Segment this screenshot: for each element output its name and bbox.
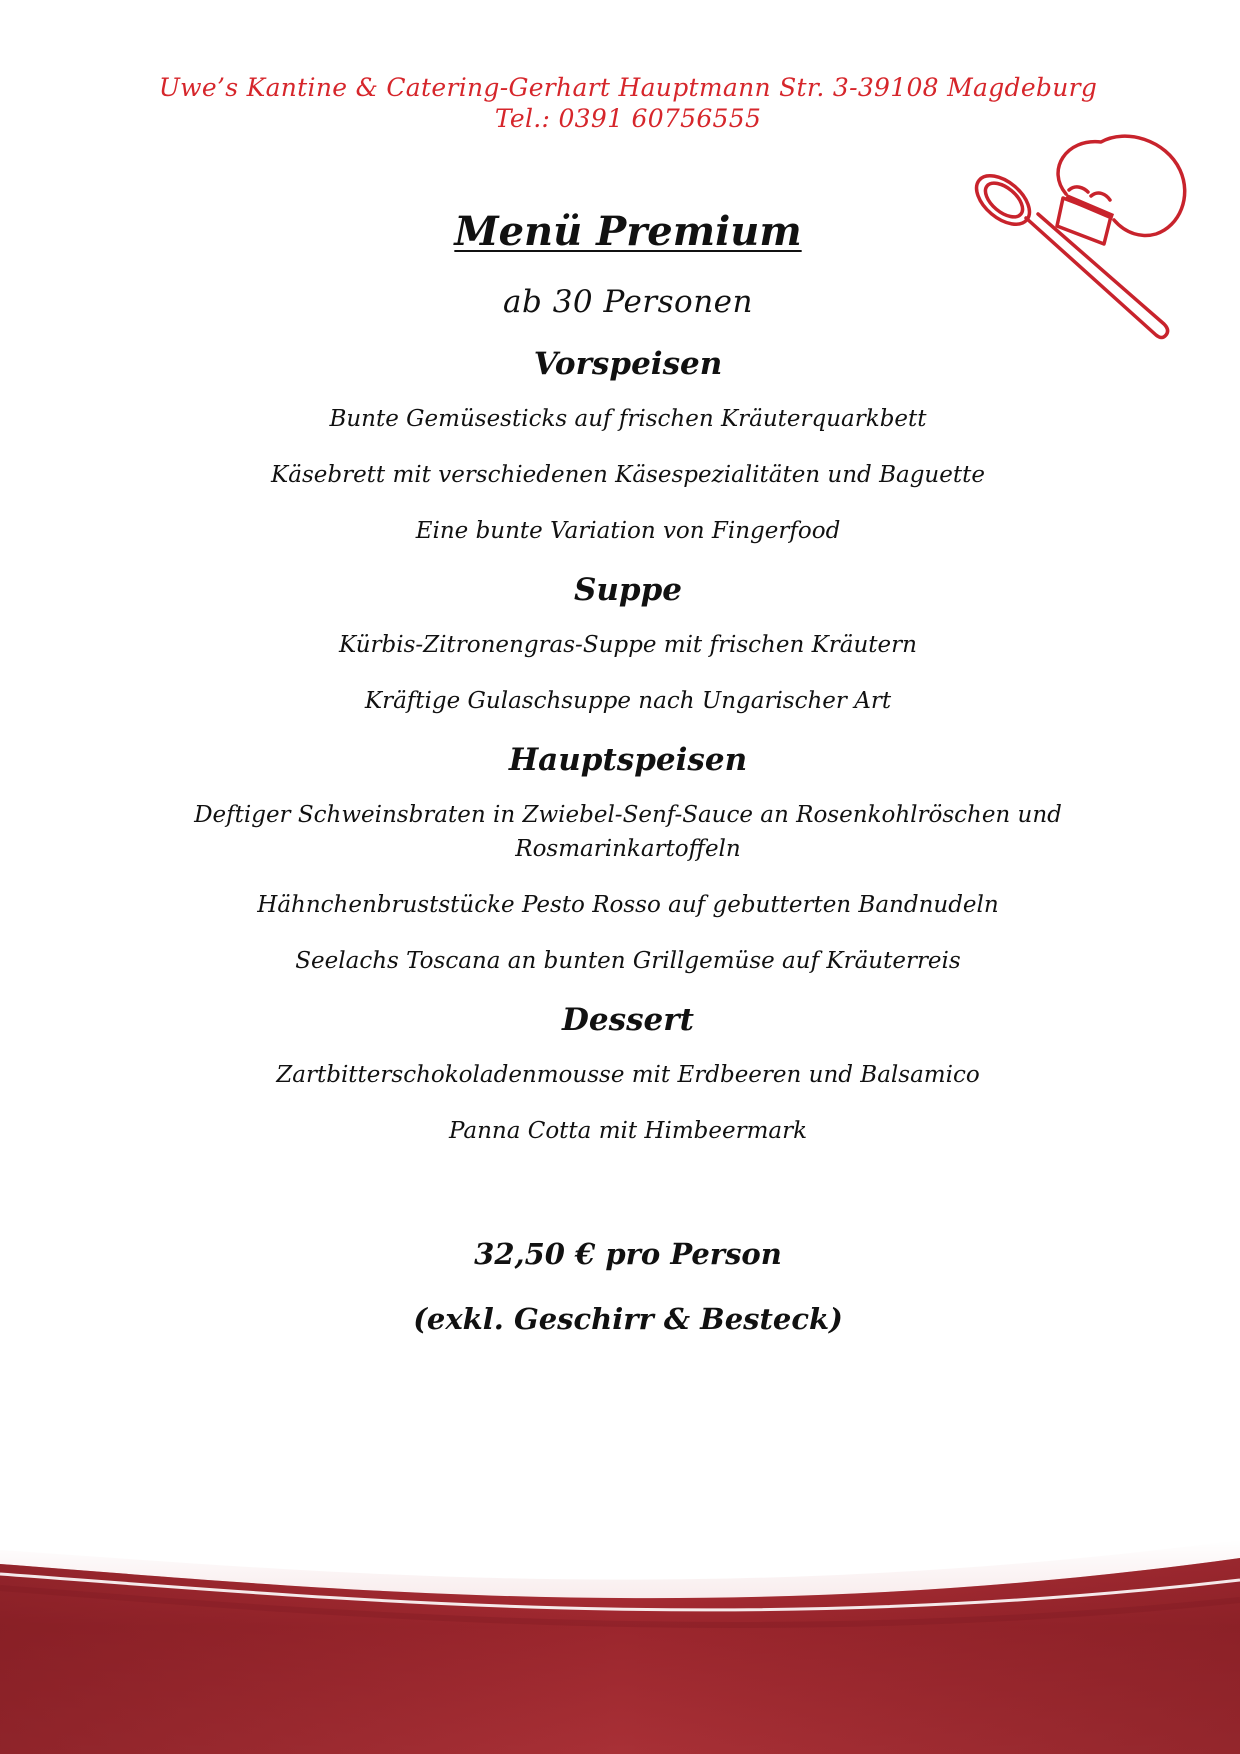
- menu-title: Menü Premium: [454, 208, 802, 255]
- section-title-hauptspeisen: Hauptspeisen: [508, 742, 748, 778]
- menu-item: Kräftige Gulaschsuppe nach Ungarischer Art: [364, 688, 892, 714]
- menu-item: Zartbitterschokoladenmousse mit Erdbeeren und Balsamico: [276, 1062, 980, 1088]
- menu-item: Seelachs Toscana an bunten Grillgemüse auf Kräuterreis: [295, 948, 961, 974]
- menu-item: Eine bunte Variation von Fingerfood: [415, 518, 841, 544]
- address-line: Uwe’s Kantine & Catering-Gerhart Hauptmann Str. 3-39108 Magdeburg: [158, 73, 1098, 102]
- menu-item: Käsebrett mit verschiedenen Käsespezialitäten und Baguette: [271, 462, 985, 488]
- menu-subtitle: ab 30 Personen: [503, 284, 753, 320]
- phone-line: Tel.: 0391 60756555: [494, 104, 762, 133]
- price-note: (exkl. Geschirr & Besteck): [413, 1302, 843, 1336]
- menu-item: Panna Cotta mit Himbeermark: [448, 1118, 808, 1144]
- menu-item: Deftiger Schweinsbraten in Zwiebel-Senf-Sauce an Rosenkohlröschen und Rosmarinkartoffeln: [194, 802, 1062, 862]
- section-title-suppe: Suppe: [573, 572, 682, 608]
- menu-item: Bunte Gemüsesticks auf frischen Kräuterquarkbett: [329, 406, 927, 432]
- contact-header: [0, 72, 1240, 134]
- price: 32,50 € pro Person: [474, 1237, 782, 1271]
- footer-wave-decoration: [0, 1530, 1240, 1754]
- section-title-vorspeisen: Vorspeisen: [533, 346, 723, 382]
- menu-item: Kürbis-Zitronengras-Suppe mit frischen Kräutern: [339, 632, 917, 658]
- menu-item: Hähnchenbruststücke Pesto Rosso auf gebutterten Bandnudeln: [257, 892, 999, 918]
- menu-content: [0, 204, 1240, 1339]
- section-title-dessert: Dessert: [562, 1002, 694, 1038]
